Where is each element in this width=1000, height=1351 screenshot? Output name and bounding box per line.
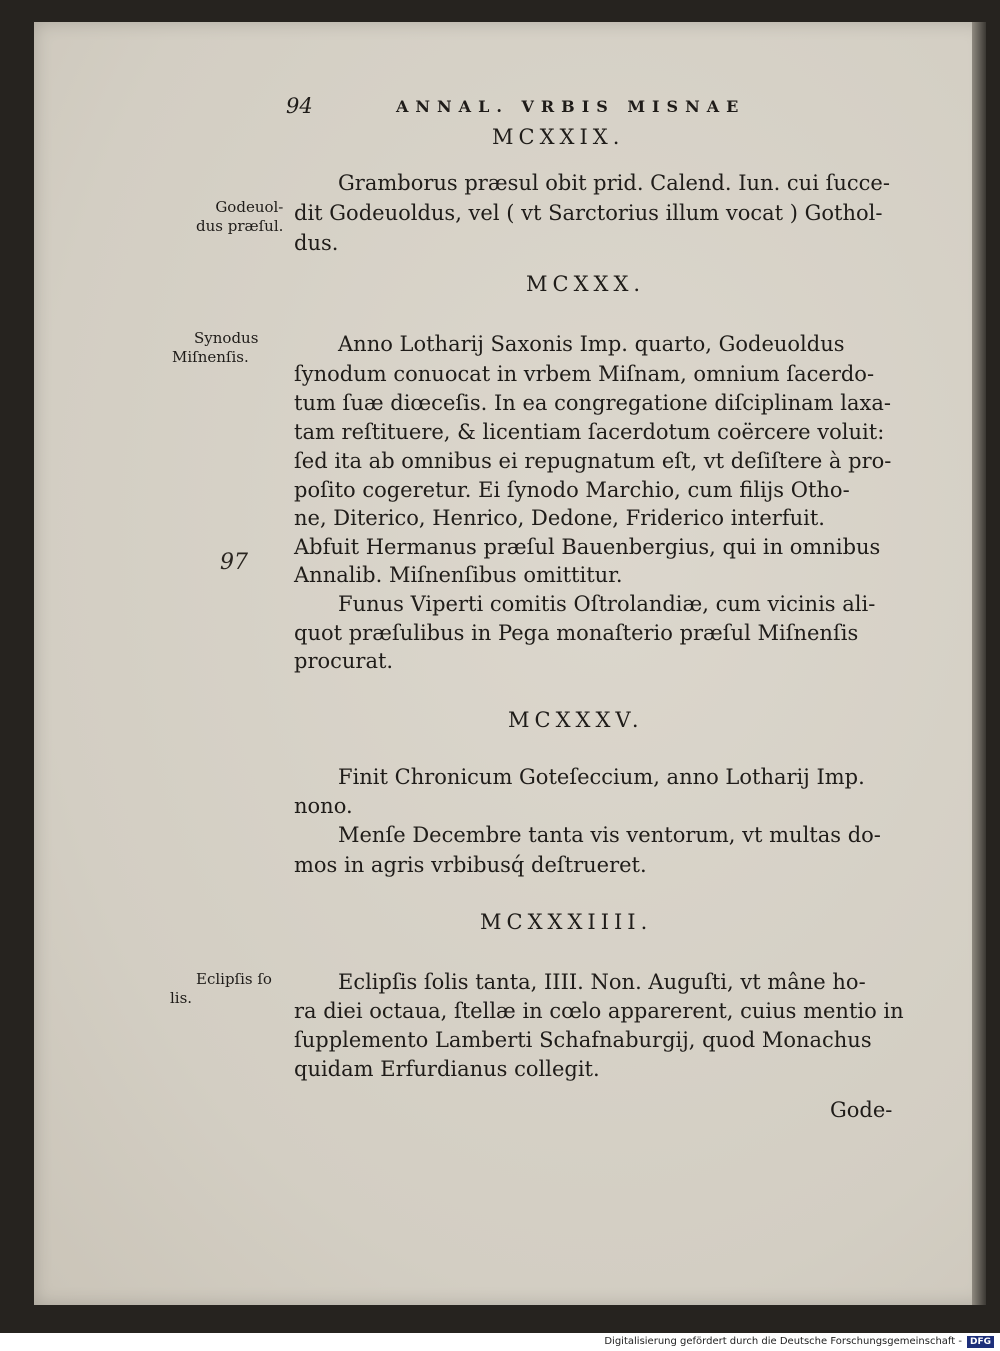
text-line: Abfuit Hermanus præſul Bauenbergius, qui in omnibus (294, 535, 881, 559)
margin-note-line: Godeuol- (215, 198, 284, 216)
catchword: Gode- (830, 1098, 893, 1122)
margin-note (172, 329, 258, 367)
year-heading: MCXXXIIII. (480, 910, 653, 934)
text-line: nono. (294, 794, 353, 818)
text-line: dus. (294, 231, 339, 255)
year-heading: MCXXIX. (492, 125, 625, 149)
text-line: poſito cogeretur. Ei ſynodo Marchio, cum filijs Otho- (294, 478, 850, 502)
text-line: ſed ita ab omnibus ei repugnatum eſt, vt deſiſtere à pro- (294, 449, 892, 473)
margin-note-line: lis. (170, 989, 193, 1007)
text-line: mos in agris vrbibusq́ deſtrueret. (294, 853, 647, 877)
text-line: Eclipſis ſolis tanta, IIII. Non. Auguſti, vt mâne ho- (338, 970, 866, 994)
year-heading: MCXXX. (526, 272, 646, 296)
text-line: Finit Chronicum Goteſeccium, anno Lotharij Imp. (338, 765, 865, 789)
text-line: Menſe Decembre tanta vis ventorum, vt multas do- (338, 823, 881, 847)
text-line: tam reſtituere, & licentiam ſacerdotum coërcere voluit: (294, 420, 885, 444)
margin-note (170, 970, 272, 1008)
text-line: ſupplemento Lamberti Schafnaburgij, quod Monachus (294, 1028, 872, 1052)
text-line: tum ſuæ diœceſis. In ea congregatione diſciplinam laxa- (294, 391, 891, 415)
text-line: procurat. (294, 649, 394, 673)
margin-note (196, 198, 283, 236)
page-header (34, 94, 986, 124)
text-line: ſynodum conuocat in vrbem Miſnam, omnium ſacerdo- (294, 362, 875, 386)
running-head: ANNAL. VRBIS MISNAE (396, 97, 746, 116)
page-number: 94 (286, 94, 313, 118)
text-line: ra diei octaua, ſtellæ in cœlo apparerent, cuius mentio in (294, 999, 904, 1023)
text-line: Funus Viperti comitis Oſtrolandiæ, cum vicinis ali- (338, 592, 876, 616)
dfg-logo: DFG (967, 1336, 994, 1348)
text-line: dit Godeuoldus, vel ( vt Sarctorius illum vocat ) Gothol- (294, 201, 883, 225)
text-line: Annalib. Miſnenſibus omittitur. (294, 563, 623, 587)
book-page (34, 22, 986, 1305)
margin-note-line: Synodus (194, 329, 259, 347)
text-line: quidam Erfurdianus collegit. (294, 1057, 600, 1081)
margin-note-line: Miſnenſis. (172, 348, 249, 366)
text-line: Gramborus præsul obit prid. Calend. Iun. cui ſucce- (338, 171, 890, 195)
footer-bar (0, 1333, 1000, 1351)
footer-credit: Digitalisierung gefördert durch die Deutsche Forschungsgemeinschaft - (604, 1336, 962, 1347)
text-line: ne, Diterico, Henrico, Dedone, Friderico interfuit. (294, 506, 825, 530)
text-line: Anno Lotharij Saxonis Imp. quarto, Godeuoldus (338, 332, 845, 356)
page-edge (972, 22, 986, 1305)
text-line: quot præſulibus in Pega monaſterio præſul Miſnenſis (294, 621, 859, 645)
margin-note-line: Eclipſis ſo (196, 970, 272, 988)
handwritten-note: 97 (220, 550, 248, 575)
year-heading: MCXXXV. (508, 708, 644, 732)
margin-note-line: dus præſul. (196, 217, 284, 235)
